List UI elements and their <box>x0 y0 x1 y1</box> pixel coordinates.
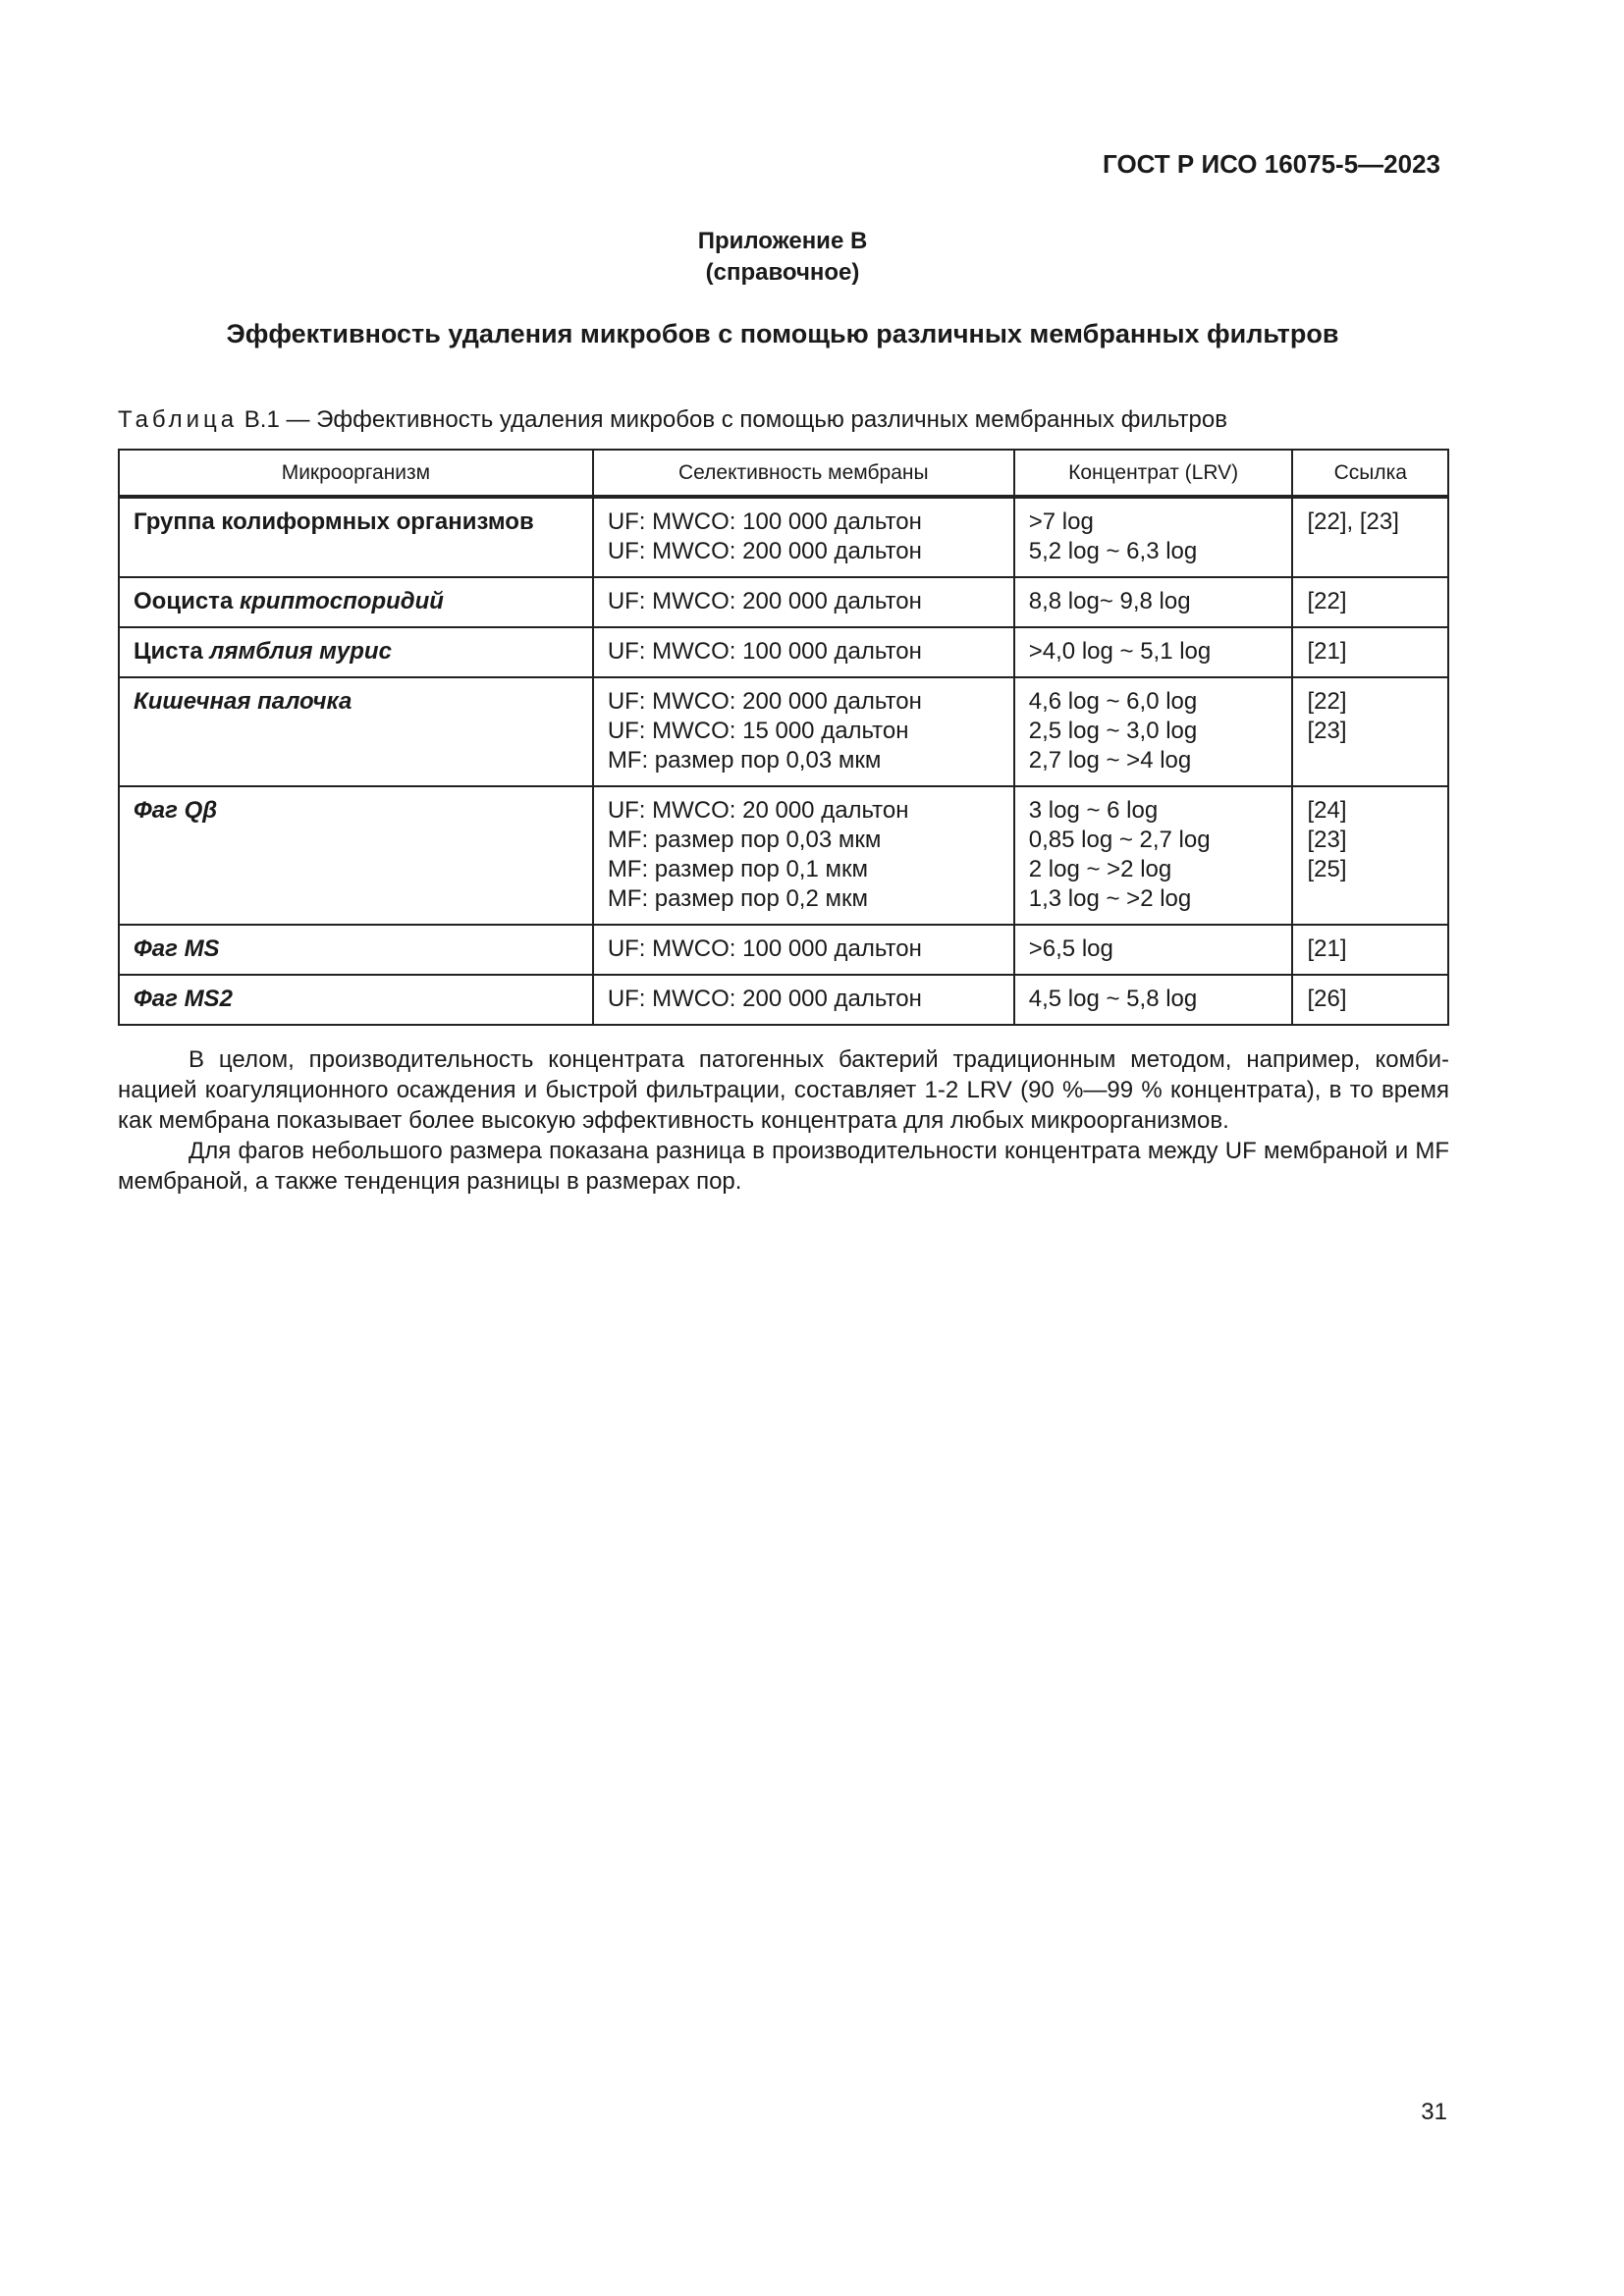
membrane-line: UF: MWCO: 100 000 дальтон <box>607 508 922 535</box>
cell-microorganism <box>119 627 593 677</box>
cell-concentrate-lrv <box>1014 677 1293 786</box>
cell-membrane-selectivity <box>593 497 1014 577</box>
reference-line: [24] <box>1307 797 1347 824</box>
reference-line: [23] <box>1307 827 1347 853</box>
cell-concentrate-lrv <box>1014 975 1293 1025</box>
reference-line: [22], [23] <box>1307 508 1399 535</box>
cell-reference <box>1292 677 1448 786</box>
cell-microorganism <box>119 577 593 627</box>
header-microorganism: Микроорганизм <box>119 450 593 497</box>
cell-microorganism <box>119 786 593 925</box>
cell-microorganism <box>119 975 593 1025</box>
membrane-line: UF: MWCO: 15 000 дальтон <box>607 718 909 744</box>
cell-membrane-selectivity <box>593 975 1014 1025</box>
microorganism-species: Фаг MS <box>134 935 220 962</box>
table-row <box>119 975 1448 1025</box>
table-caption-text: В.1 — Эффективность удаления микробов с помощью различных мембранных фильтров <box>238 406 1227 433</box>
microorganism-species: лямблия мурис <box>209 638 392 665</box>
cell-reference <box>1292 577 1448 627</box>
cell-reference <box>1292 627 1448 677</box>
microorganism-species: криптоспоридий <box>239 588 444 614</box>
lrv-line: 1,3 log ~ >2 log <box>1028 885 1192 912</box>
table-body <box>119 497 1448 1025</box>
header-concentrate-lrv: Концентрат (LRV) <box>1014 450 1293 497</box>
membrane-line: UF: MWCO: 200 000 дальтон <box>607 986 922 1012</box>
cell-membrane-selectivity <box>593 577 1014 627</box>
reference-line: [22] <box>1307 688 1347 715</box>
document-id: ГОСТ Р ИСО 16075-5—2023 <box>1103 149 1440 179</box>
appendix-label: Приложение В <box>697 228 868 254</box>
paragraph: Для фагов небольшого размера показана разница в производительности концентрата между UF мембраной и MF мембраной, а также тенденция разницы в размерах пор. <box>118 1138 1449 1195</box>
lrv-line: 4,6 log ~ 6,0 log <box>1028 688 1198 715</box>
table-row <box>119 925 1448 975</box>
lrv-line: 3 log ~ 6 log <box>1028 797 1159 824</box>
microorganism-species: Кишечная палочка <box>134 688 352 715</box>
membrane-line: UF: MWCO: 100 000 дальтон <box>607 638 922 665</box>
cell-reference <box>1292 975 1448 1025</box>
membrane-line: UF: MWCO: 100 000 дальтон <box>607 935 922 962</box>
cell-reference <box>1292 497 1448 577</box>
lrv-line: 4,5 log ~ 5,8 log <box>1028 986 1198 1012</box>
reference-line: [21] <box>1307 638 1347 665</box>
table-header-row <box>119 450 1448 497</box>
lrv-line: >6,5 log <box>1028 935 1113 962</box>
table-row <box>119 677 1448 786</box>
microorganism-name: Ооциста <box>134 588 240 614</box>
page-title: Эффективность удаления микробов с помощью различных мембранных фильтров <box>226 319 1339 348</box>
membrane-line: UF: MWCO: 20 000 дальтон <box>607 797 909 824</box>
cell-membrane-selectivity <box>593 786 1014 925</box>
microorganism-species: Фаг Qβ <box>134 797 218 824</box>
body-text <box>118 1044 1449 1197</box>
reference-line: [26] <box>1307 986 1347 1012</box>
cell-microorganism <box>119 677 593 786</box>
table-caption-label: Таблица <box>118 406 239 433</box>
membrane-line: UF: MWCO: 200 000 дальтон <box>607 588 922 614</box>
cell-reference <box>1292 786 1448 925</box>
cell-concentrate-lrv <box>1014 925 1293 975</box>
lrv-line: 2,5 log ~ 3,0 log <box>1028 718 1198 744</box>
paragraph: В целом, производительность концентрата патогенных бактерий традиционным методом, например, комби-нацией коагуляционного осаждения и быстрой фильтрации, составляет 1-2 LRV (90 %—99 % концентрата), в то время как мембрана показывает более высокую эффективность концентрата для любых микроорганизмов. <box>118 1046 1449 1134</box>
lrv-line: 8,8 log~ 9,8 log <box>1028 588 1191 614</box>
membrane-line: MF: размер пор 0,03 мкм <box>607 827 882 853</box>
table-row <box>119 627 1448 677</box>
header-reference: Ссылка <box>1292 450 1448 497</box>
reference-line: [21] <box>1307 935 1347 962</box>
appendix-type: (справочное) <box>705 259 860 286</box>
cell-microorganism <box>119 497 593 577</box>
appendix-heading <box>0 226 1565 289</box>
header-membrane-selectivity: Селективность мембраны <box>593 450 1014 497</box>
table-row <box>119 497 1448 577</box>
page-number: 31 <box>1421 2099 1447 2125</box>
lrv-line: 5,2 log ~ 6,3 log <box>1028 538 1198 564</box>
reference-line: [22] <box>1307 588 1347 614</box>
microorganism-name: Циста <box>134 638 210 665</box>
membrane-line: UF: MWCO: 200 000 дальтон <box>607 688 922 715</box>
lrv-line: >7 log <box>1028 508 1094 535</box>
table-row <box>119 577 1448 627</box>
cell-concentrate-lrv <box>1014 497 1293 577</box>
cell-concentrate-lrv <box>1014 577 1293 627</box>
membrane-line: MF: размер пор 0,1 мкм <box>607 856 868 882</box>
membrane-line: MF: размер пор 0,03 мкм <box>607 747 882 774</box>
microorganism-species: Фаг MS2 <box>134 986 233 1012</box>
membrane-line: MF: размер пор 0,2 мкм <box>607 885 868 912</box>
table-caption <box>118 406 1227 434</box>
data-table <box>118 449 1449 1026</box>
cell-concentrate-lrv <box>1014 627 1293 677</box>
lrv-line: 2 log ~ >2 log <box>1028 856 1172 882</box>
cell-membrane-selectivity <box>593 677 1014 786</box>
lrv-line: >4,0 log ~ 5,1 log <box>1028 638 1212 665</box>
lrv-line: 0,85 log ~ 2,7 log <box>1028 827 1211 853</box>
cell-membrane-selectivity <box>593 925 1014 975</box>
cell-reference <box>1292 925 1448 975</box>
microorganism-name: Группа колиформных организмов <box>134 508 534 535</box>
membrane-line: UF: MWCO: 200 000 дальтон <box>607 538 922 564</box>
reference-line: [23] <box>1307 718 1347 744</box>
cell-concentrate-lrv <box>1014 786 1293 925</box>
cell-membrane-selectivity <box>593 627 1014 677</box>
table-row <box>119 786 1448 925</box>
reference-line: [25] <box>1307 856 1347 882</box>
cell-microorganism <box>119 925 593 975</box>
lrv-line: 2,7 log ~ >4 log <box>1028 747 1192 774</box>
